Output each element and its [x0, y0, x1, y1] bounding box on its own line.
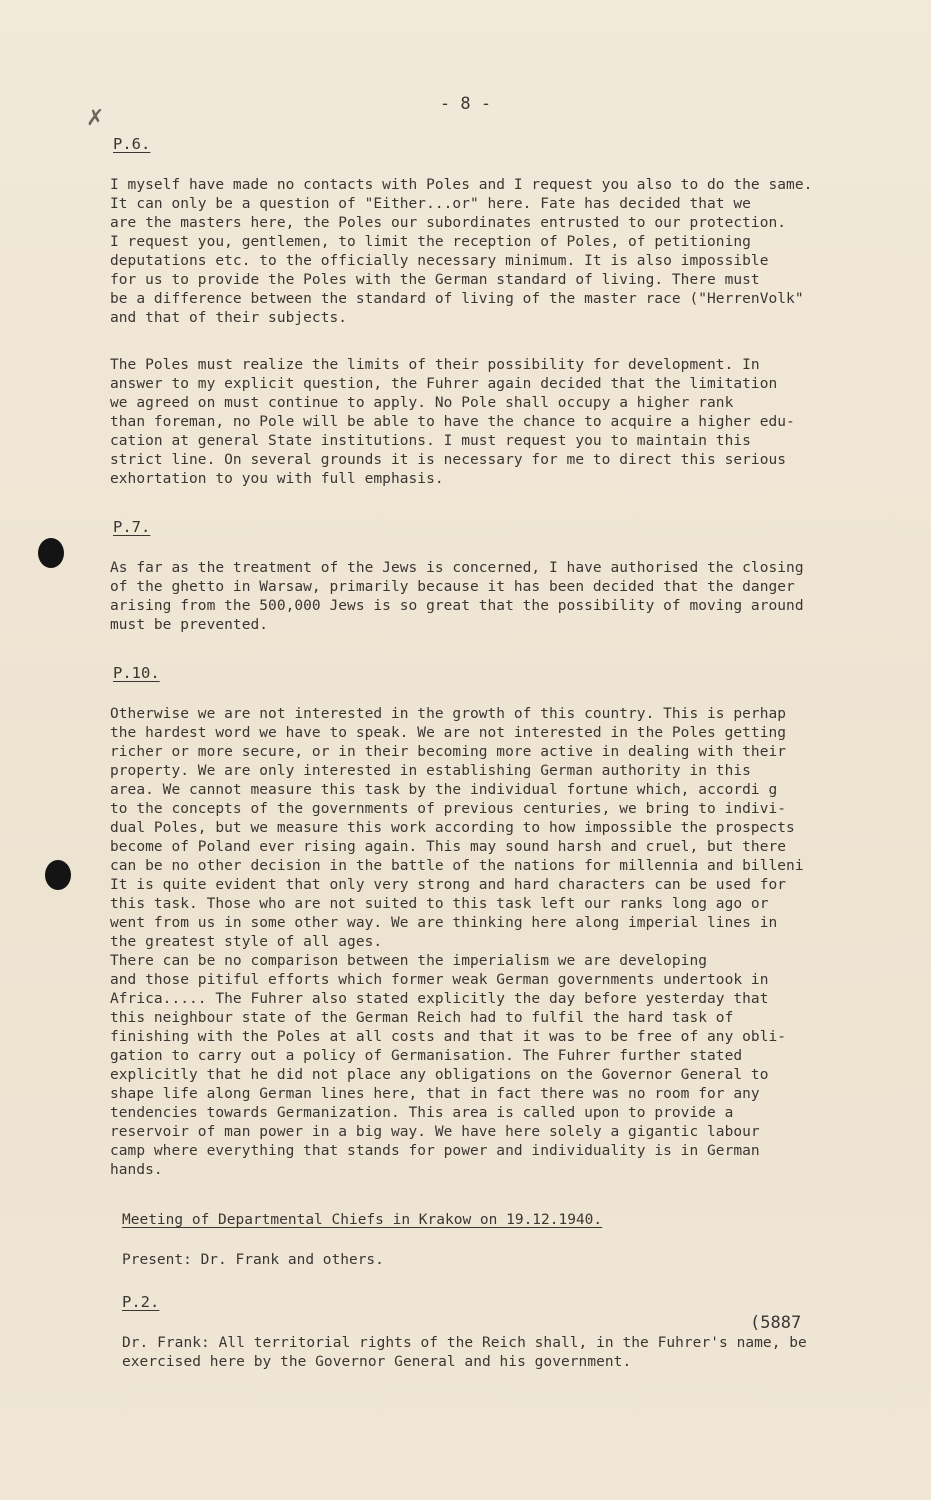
- paragraph-p10-1: Otherwise we are not interested in the growth of this country. This is perhap the hardest word we have to speak. We are not interested in the Poles getting richer or more secure, or in their becoming more active in dealing with their property. We are only interested in establishing German authority in this area. We cannot measure this task by the individual fortune which, accordi g to the concepts of the governments of previous centuries, we bring to indivi- dual Poles, but we measure this work according to how impossible the prospects become of Poland ever rising again. This may sound harsh and cruel, but there can be no other decision in the battle of the nations for millennia and billeni It is quite evident that only very strong and hard characters can be used for this task. Those who are not suited to this task left our ranks long ago or went from us in some other way. We are thinking here along imperial lines in the greatest style of all ages.: [110, 706, 804, 950]
- section-heading-p6: P.6.: [113, 135, 151, 153]
- paragraph-p7-1: As far as the treatment of the Jews is concerned, I have authorised the closing of the ghetto in Warsaw, primarily because it has been decided that the danger arising from the 500,000 Jews is so great that the possibility of moving around must be prevented.: [110, 560, 804, 633]
- section-heading-p7: P.7.: [113, 518, 151, 536]
- meeting-present: Present: Dr. Frank and others.: [122, 1252, 384, 1268]
- section-heading-p10: P.10.: [113, 664, 160, 682]
- meeting-title: Meeting of Departmental Chiefs in Krakow on 19.12.1940.: [122, 1212, 603, 1228]
- paragraph-p6-2: The Poles must realize the limits of their possibility for development. In answer to my explicit question, the Fuhrer again decided that the limitation we agreed on must continue to apply. No Pole shall occupy a higher rank than foreman, no Pole will be able to have the chance to acquire a higher edu- cation at general State institutions. I must request you to maintain this strict line. On several grounds it is necessary for me to direct this serious exhortation to you with full emphasis.: [110, 357, 795, 487]
- document-number: (5887: [750, 1313, 802, 1333]
- paragraph-p2-1: Dr. Frank: All territorial rights of the Reich shall, in the Fuhrer's name, be exercised here by the Governor General and his government.: [122, 1335, 807, 1370]
- punch-hole: [45, 860, 71, 890]
- section-heading-p2: P.2.: [122, 1293, 160, 1311]
- document-body: [110, 134, 880, 1400]
- paragraph-p10-2: There can be no comparison between the imperialism we are developing and those pitiful efforts which former weak German governments undertook in Africa..... The Fuhrer also stated explicitly the day before yesterday that this neighbour state of the German Reich had to fulfil the hard task of finishing with the Poles at all costs and that it was to be free of any obli- gation to carry out a policy of Germanisation. The Fuhrer further stated explicitly that he did not place any obligations on the Governor General to shape life along German lines here, that in fact there was no room for any tendencies towards Germanization. This area is called upon to provide a reservoir of man power in a big way. We have here solely a gigantic labour camp where everything that stands for power and individuality is in German hands.: [110, 953, 787, 1178]
- punch-hole: [38, 538, 64, 568]
- handwritten-margin-mark: ✗: [86, 106, 105, 131]
- paragraph-p6-1: I myself have made no contacts with Poles and I request you also to do the same. It can only be a question of "Either...or" here. Fate has decided that we are the masters here, the Poles our subordinates entrusted to our protection. I request you, gentlemen, to limit the reception of Poles, of petitioning deputations etc. to the officially necessary minimum. It is also impossible for us to provide the Poles with the German standard of living. There must be a difference between the standard of living of the master race ("HerrenVolk" and that of their subjects.: [110, 177, 813, 326]
- page-number: - 8 -: [439, 94, 492, 114]
